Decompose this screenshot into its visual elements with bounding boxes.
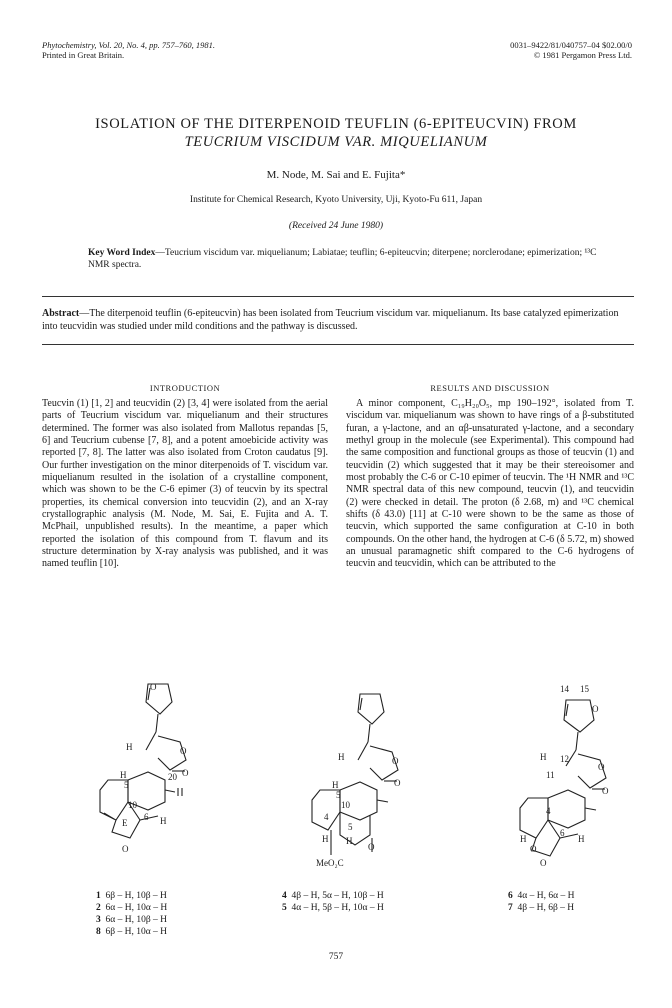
s3-label: H bbox=[540, 752, 547, 762]
s1-label: O bbox=[182, 768, 189, 778]
citation-line: Phytochemistry, Vol. 20, No. 4, pp. 757–760, 1981. bbox=[42, 40, 216, 50]
printed-line: Printed in Great Britain. bbox=[42, 50, 125, 60]
abstract-label: Abstract bbox=[42, 308, 80, 319]
caption-row bbox=[96, 890, 167, 902]
s1-label: 6 bbox=[144, 812, 149, 822]
caption-text: 4α – H, 6α – H bbox=[517, 891, 575, 901]
page-number: 757 bbox=[328, 952, 344, 962]
caption-text: 4β – H, 5α – H, 10β – H bbox=[291, 891, 384, 901]
s1-label: O bbox=[122, 844, 129, 854]
journal-code bbox=[510, 40, 632, 60]
s3-label: H bbox=[520, 834, 527, 844]
s3-label: H bbox=[578, 834, 585, 844]
s2-label: O bbox=[368, 842, 375, 852]
s3-label: 11 bbox=[546, 770, 555, 780]
results-body bbox=[346, 398, 634, 571]
captions-right bbox=[508, 890, 574, 914]
caption-text: 4β – H, 6β – H bbox=[517, 903, 575, 913]
captions-left bbox=[96, 890, 167, 938]
paper-title bbox=[0, 115, 672, 151]
caption-num: 4 bbox=[282, 891, 287, 901]
structure-1 bbox=[100, 684, 186, 838]
code-line: 0031–9422/81/040757–04 $02.00/0 bbox=[510, 40, 632, 50]
s1-label: O bbox=[180, 746, 187, 756]
s2-label: O bbox=[392, 756, 399, 766]
intro-heading: INTRODUCTION bbox=[149, 383, 221, 393]
intro-body bbox=[42, 398, 328, 571]
structures-figure bbox=[0, 680, 672, 890]
s2-label: H bbox=[338, 752, 345, 762]
caption-num: 7 bbox=[508, 903, 513, 913]
caption-row bbox=[508, 902, 574, 914]
title-line-1: ISOLATION OF THE DITERPENOID TEUFLIN (6-EPITEUCVIN) FROM bbox=[95, 116, 577, 132]
s2-label: 5 bbox=[336, 790, 341, 800]
caption-text: 6α – H, 10α – H bbox=[105, 903, 168, 913]
affiliation: Institute for Chemical Research, Kyoto University, Uji, Kyoto-Fu 611, Japan bbox=[189, 195, 483, 205]
s3-label: O bbox=[598, 762, 605, 772]
intro-paragraph: Teucvin (1) [1, 2] and teucvidin (2) [3, 4] were isolated from the aerial parts of Teucrium viscidum var. miquelianum and their structures determined. The former was also isolated from Mallotus repandas [5, 6] and Teucrium cubense [7, 8], and a potent amoebicide activity was reported [7, 8]. The latter was also isolated from Croton caudatus [9]. Our further investigation on the minor diterpenoids of T. viscidum var. miquelianum resulted in the isolation of a crystalline component, which was shown to be the C-6 epimer (3) of teucvin by its spectral properties, its chemical conversion into teucvidin (2), and an X-ray crystallographic analysis (M. Node, M. Sai, E. Fujita and A. T. McPhail, unpublished results). In the meantime, a paper which reported the isolation of this compound from T. flavum and its structure determination by X-ray analysis was published, and it was named teuflin [10]. bbox=[42, 398, 328, 570]
s1-label: H bbox=[120, 770, 127, 780]
caption-text: 6β – H, 10α – H bbox=[105, 927, 168, 937]
keywords bbox=[88, 247, 608, 271]
s1-label: H bbox=[126, 742, 133, 752]
caption-num: 2 bbox=[96, 903, 101, 913]
caption-row bbox=[96, 914, 167, 926]
s2-label: 10 bbox=[341, 800, 350, 810]
copyright-line: © 1981 Pergamon Press Ltd. bbox=[533, 50, 632, 60]
received-date: (Received 24 June 1980) bbox=[288, 221, 384, 231]
s3-label: 12 bbox=[560, 754, 569, 764]
caption-num: 3 bbox=[96, 915, 101, 925]
results-paragraph: A minor component, C₁₉H₂₀O₅, mp 190–192°, isolated from T. viscidum var. miquelianum was shown to have rings of a β-substituted furan, a γ-lactone, and an αβ-unsaturated γ-lactone, and a secondary methyl group in the molecule (see Experimental). This compound had the same composition and functional groups as those of teucvin (1) and teucvidin (2) which suggested that it may be their stereoisomer and most probably the C-6 or C-10 epimer of teucvin. The ¹H NMR and ¹³C NMR spectral data of this new compound, teucvin (1), and teucvidin (2) were checked in detail. The proton (δ 2.68, m) and ¹³C chemical shifts (δ 43.0) [11] at C-10 were shown to be the same as those of teucvin, which supported the same configuration at C-10 in both compounds. On the other hand, the hydrogen at C-6 (δ 5.72, m) showed an unusual paramagnetic shift compared to the C-6 hydrogens of teucvin and teucvidin, which can be attributed to the bbox=[346, 398, 634, 570]
s3-label: 15 bbox=[580, 684, 589, 694]
keywords-text: —Teucrium viscidum var. miquelianum; Labiatae; teuflin; 6-epiteucvin; diterpene; norclerodane; epimerization; ¹³C NMR spectra. bbox=[88, 248, 597, 270]
s3-label: 6 bbox=[560, 828, 565, 838]
caption-num: 1 bbox=[96, 891, 101, 901]
caption-num: 8 bbox=[96, 927, 101, 937]
results-heading: RESULTS AND DISCUSSION bbox=[430, 383, 550, 393]
s1-label: 5 bbox=[124, 780, 129, 790]
s2-label: O bbox=[394, 778, 401, 788]
s1-label: H bbox=[160, 816, 167, 826]
structure-2 bbox=[312, 694, 398, 855]
caption-row bbox=[282, 890, 384, 902]
caption-row bbox=[96, 902, 167, 914]
s3-label: O bbox=[530, 844, 537, 854]
caption-row bbox=[96, 926, 167, 938]
caption-num: 5 bbox=[282, 903, 287, 913]
caption-row bbox=[508, 890, 574, 902]
s3-label: 4 bbox=[546, 806, 551, 816]
bottom-rule bbox=[42, 344, 634, 345]
s3-label: O bbox=[602, 786, 609, 796]
s1-label: E bbox=[122, 818, 128, 828]
journal-citation bbox=[42, 40, 215, 60]
s3-label: O bbox=[592, 704, 599, 714]
caption-text: 6α – H, 10β – H bbox=[105, 915, 168, 925]
s1-label: O bbox=[150, 682, 157, 692]
caption-text: 6β – H, 10β – H bbox=[105, 891, 167, 901]
authors: M. Node, M. Sai and E. Fujita* bbox=[266, 169, 406, 181]
s2-label: H bbox=[322, 834, 329, 844]
s2-label: H bbox=[332, 780, 339, 790]
s2-label: 4 bbox=[324, 812, 329, 822]
abstract bbox=[42, 307, 634, 333]
abstract-text: —The diterpenoid teuflin (6-epiteucvin) has been isolated from Teucrium viscidum var. miquelianum. Its base catalyzed epimerization into teucvidin was studied under mild conditions and the pathway is discussed. bbox=[42, 308, 619, 332]
captions-mid bbox=[282, 890, 384, 914]
s2-label: H bbox=[346, 836, 353, 846]
s1-label: 20 bbox=[168, 772, 177, 782]
s2-label: MeO₂C bbox=[316, 858, 344, 868]
s2-label: 5 bbox=[348, 822, 353, 832]
top-rule bbox=[42, 296, 634, 297]
caption-text: 4α – H, 5β – H, 10α – H bbox=[291, 903, 384, 913]
title-line-2: TEUCRIUM VISCIDUM VAR. MIQUELIANUM bbox=[184, 134, 488, 150]
caption-num: 6 bbox=[508, 891, 513, 901]
caption-row bbox=[282, 902, 384, 914]
s3-label: O bbox=[540, 858, 547, 868]
keywords-label: Key Word Index bbox=[88, 248, 156, 258]
s1-label: 10 bbox=[128, 800, 137, 810]
s3-label: 14 bbox=[560, 684, 569, 694]
